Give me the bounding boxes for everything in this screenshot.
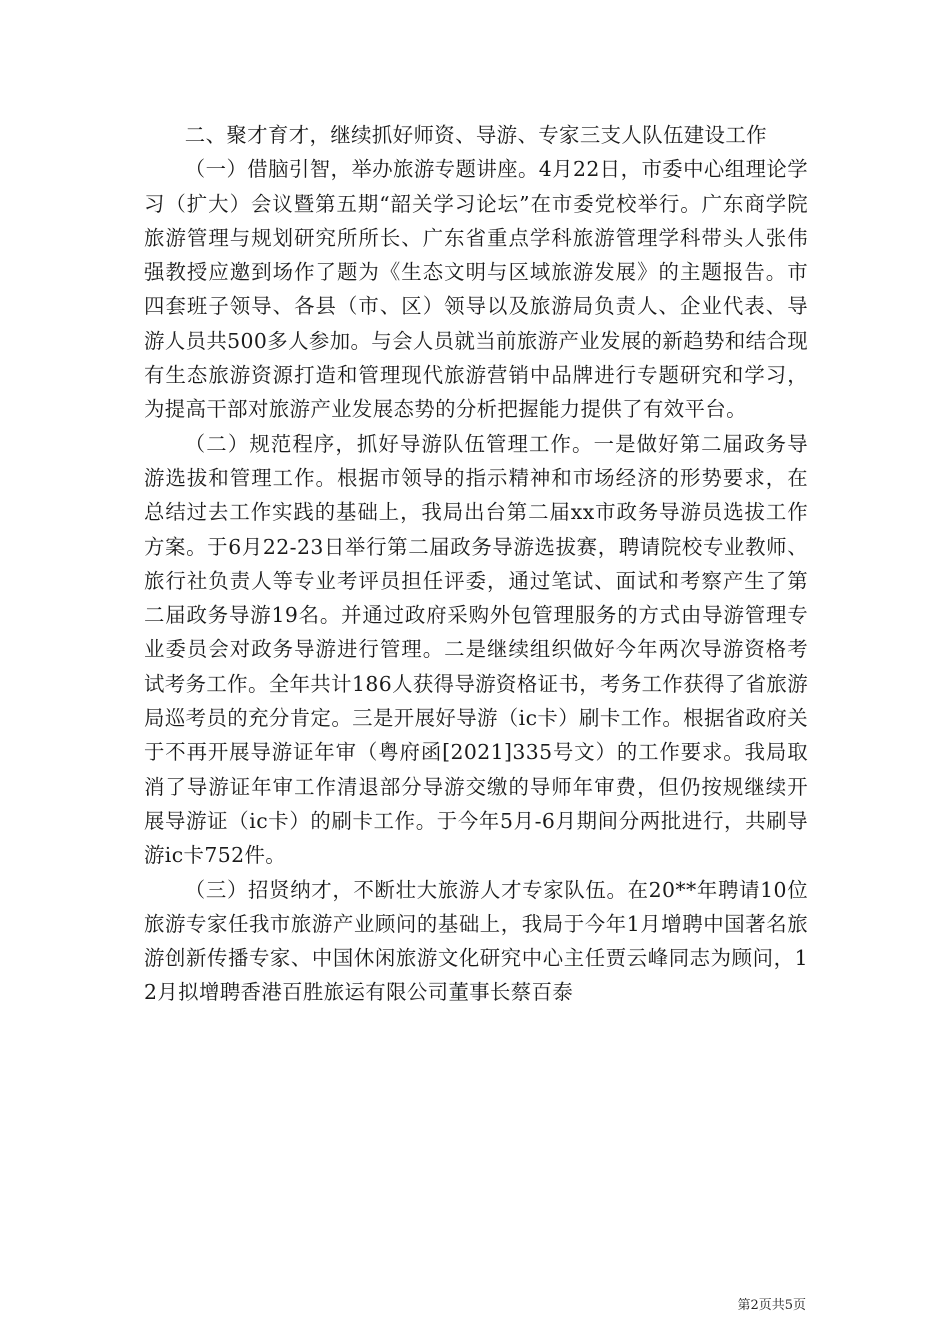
paragraph-guide-management: （二）规范程序，抓好导游队伍管理工作。一是做好第二届政务导游选拔和管理工作。根据市领导的指示精神和市场经济的形势要求，在总结过去工作实践的基础上，我局出台第二届xx市政务导游员选拔工作方案。于6月22-23日举行第二届政务导游选拔赛，聘请院校专业教师、旅行社负责人等专业考评员担任评委，通过笔试、面试和考察产生了第二届政务导游19名。并通过政府采购外包管理服务的方式由导游管理专业委员会对政务导游进行管理。二是继续组织做好今年两次导游资格考试考务工作。全年共计186人获得导游资格证书，考务工作获得了省旅游局巡考员的充分肯定。三是开展好导游（ic卡）刷卡工作。根据省政府关于不再开展导游证年审（粤府函[2021]335号文）的工作要求。我局取消了导游证年审工作清退部分导游交缴的导师年审费，但仍按规继续开展导游证（ic卡）的刷卡工作。于今年5月-6月期间分两批进行，共刷导游ic卡752件。: [144, 431, 808, 868]
document-body: [144, 118, 808, 1010]
paragraph-lecture: （一）借脑引智，举办旅游专题讲座。4月22日，市委中心组理论学习（扩大）会议暨第五期“韶关学习论坛”在市委党校举行。广东商学院旅游管理与规划研究所所长、广东省重点学科旅游管理学科带头人张伟强教授应邀到场作了题为《生态文明与区域旅游发展》的主题报告。市四套班子领导、各县（市、区）领导以及旅游局负责人、企业代表、导游人员共500多人参加。与会人员就当前旅游产业发展的新趋势和结合现有生态旅游资源打造和管理现代旅游营销中品牌进行专题研究和学习，为提高干部对旅游产业发展态势的分析把握能力提供了有效平台。: [144, 157, 808, 422]
paragraph-expert-team: （三）招贤纳才，不断壮大旅游人才专家队伍。在20**年聘请10位旅游专家任我市旅游产业顾问的基础上，我局于今年1月增聘中国著名旅游创新传播专家、中国休闲旅游文化研究中心主任贾云峰同志为顾问，12月拟增聘香港百胜旅运有限公司董事长蔡百泰: [144, 877, 808, 1005]
section-heading: 二、聚才育才，继续抓好师资、导游、专家三支人队伍建设工作: [184, 123, 767, 147]
page-number: 第2页共5页: [737, 1298, 806, 1313]
